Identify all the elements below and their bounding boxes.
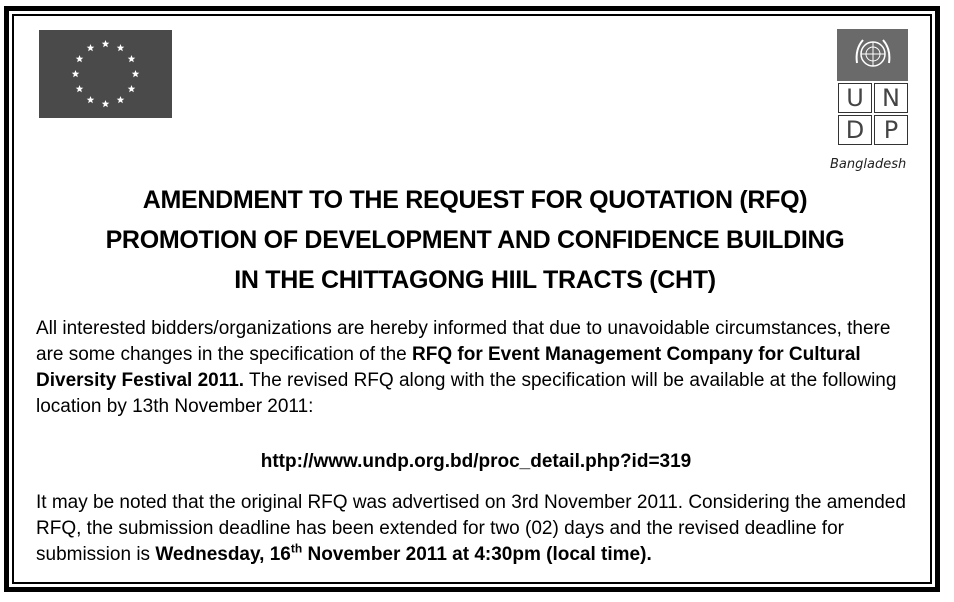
flag-star-icon (132, 70, 140, 77)
flag-star-icon (72, 70, 80, 77)
deadline-date: Wednesday, 16th November 2011 at 4:30pm (local time). (155, 541, 652, 565)
flag-star-icon (128, 55, 136, 62)
procurement-url[interactable]: http://www.undp.org.bd/proc_detail.php?id=319 (260, 451, 692, 472)
flag-star-icon (117, 44, 125, 51)
undp-letter-p: P (874, 115, 908, 145)
flag-star-icon (128, 85, 136, 92)
undp-letter-n: N (874, 83, 908, 113)
paragraph1-rfq-name: RFQ for Event Management Company for Cultural Diversity Festival 2011. (36, 344, 861, 391)
paragraph2-text: It may be noted that the original RFQ was advertised on 3rd November 2011. Considering the amended RFQ, the submission deadline has been extended for two (02) days and the revised deadline for submission is (36, 492, 906, 565)
flag-star-icon (102, 40, 110, 47)
undp-letter-u: U (838, 83, 872, 113)
notice-title (60, 180, 890, 300)
paragraph-announcement (36, 316, 916, 420)
title-line-1: AMENDMENT TO THE REQUEST FOR QUOTATION (RFQ) (142, 186, 808, 214)
paragraph-deadline (36, 490, 916, 568)
flag-star-icon (87, 44, 95, 51)
flag-star-icon (87, 96, 95, 103)
undp-logo (837, 29, 908, 153)
flag-star-icon (76, 55, 84, 62)
eu-flag-icon (39, 30, 172, 118)
undp-letter-d: D (838, 115, 872, 145)
flag-star-icon (117, 96, 125, 103)
flag-star-icon (76, 85, 84, 92)
title-line-2: PROMOTION OF DEVELOPMENT AND CONFIDENCE BUILDING (105, 226, 845, 254)
paragraph1-text-b: The revised RFQ along with the specification will be available at the following location by 13th November 2011: (36, 370, 897, 417)
title-line-3: IN THE CHITTAGONG HIIL TRACTS (CHT) (234, 266, 716, 294)
paragraph1-text-a: All interested bidders/organizations are hereby informed that due to unavoidable circumstances, there are some changes in the specification of the (36, 318, 891, 365)
undp-country-label: Bangladesh (830, 157, 907, 172)
flag-star-icon (102, 100, 110, 107)
un-emblem-icon (837, 29, 908, 81)
